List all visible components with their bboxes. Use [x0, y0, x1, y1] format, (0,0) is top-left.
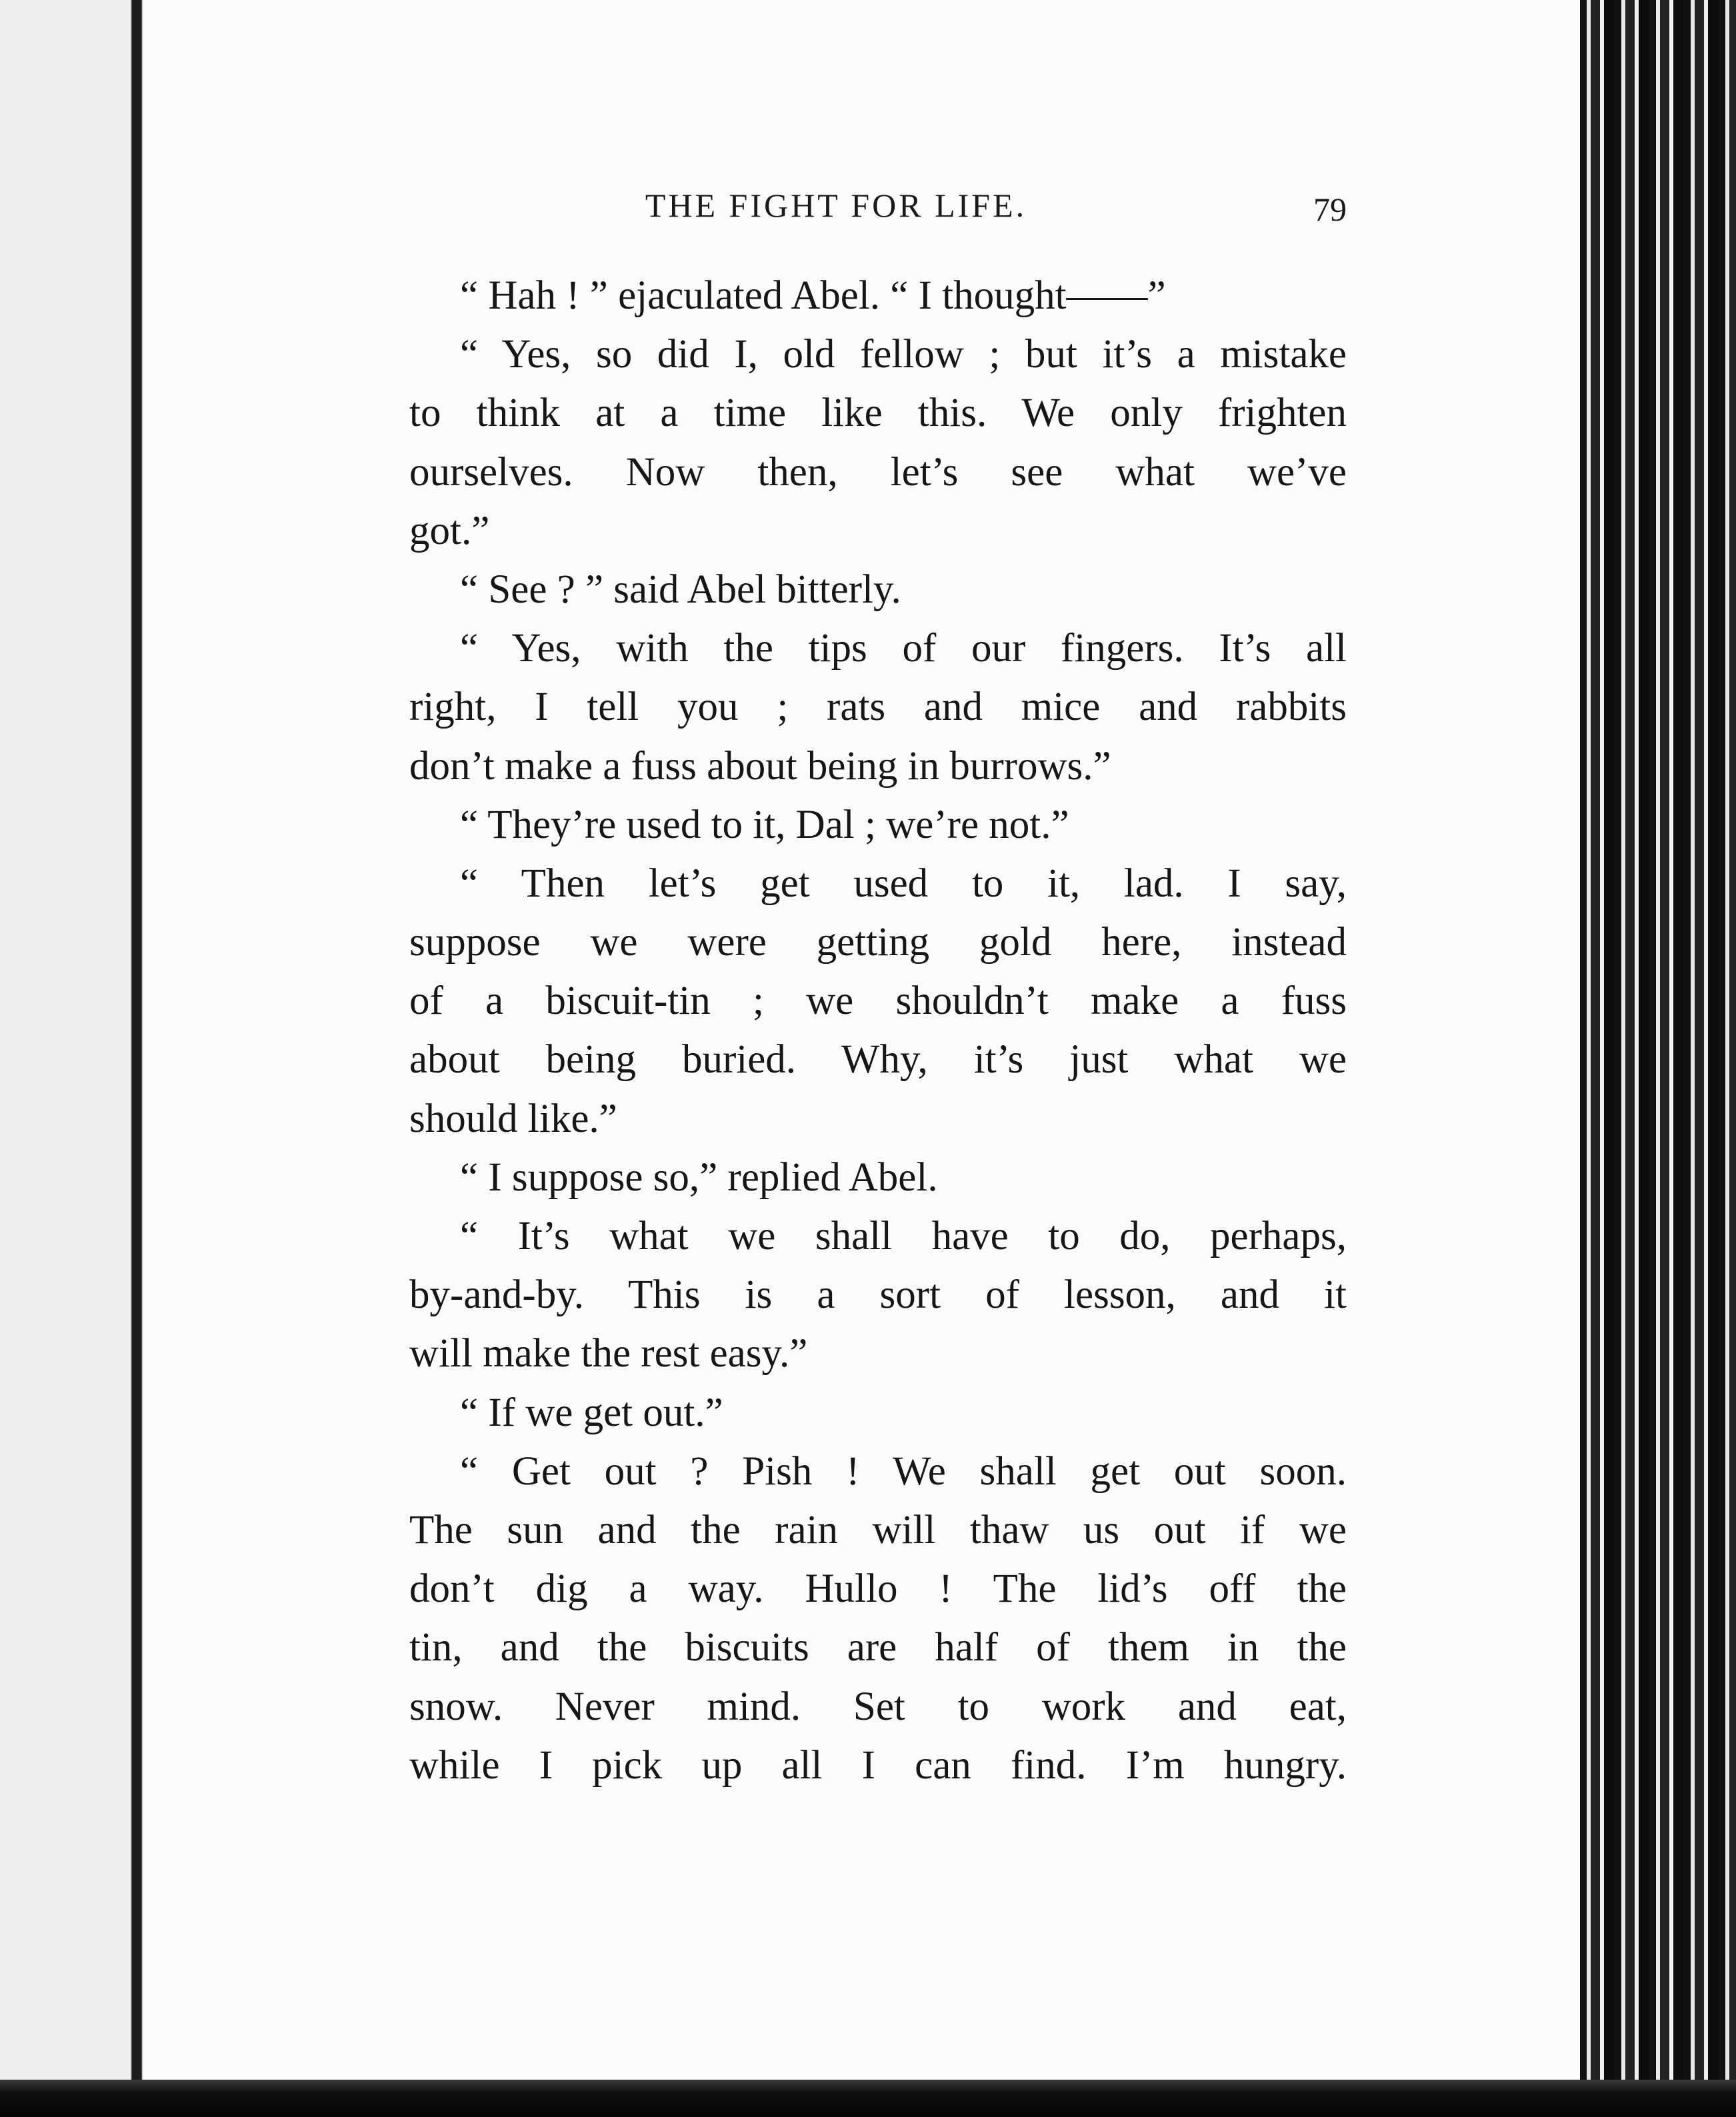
- text-line: “ If we get out.”: [460, 1390, 723, 1435]
- text-line: by-and-by. This is a sort of lesson, and it: [409, 1272, 1347, 1318]
- text-line: don’t dig a way. Hullo ! The lid’s off the: [409, 1566, 1347, 1612]
- text-line: about being buried. Why, it’s just what we: [409, 1037, 1347, 1082]
- text-line: tin, and the biscuits are half of them in the: [409, 1625, 1347, 1670]
- page-number: 79: [1313, 191, 1347, 228]
- book-binding-left: [0, 0, 143, 2117]
- running-head: [409, 185, 1347, 228]
- text-line: of a biscuit-tin ; we shouldn’t make a fuss: [409, 979, 1347, 1024]
- text-line: “ I suppose so,” replied Abel.: [460, 1154, 938, 1200]
- body-text: [409, 267, 1347, 1795]
- text-line: got.”: [409, 508, 490, 553]
- text-line: should like.”: [409, 1096, 617, 1141]
- scanner-bottom-edge: [0, 2080, 1736, 2117]
- text-line: “ Then let’s get used to it, lad. I say,: [460, 861, 1347, 906]
- running-title: THE FIGHT FOR LIFE.: [645, 187, 1027, 224]
- text-line: “ See ? ” said Abel bitterly.: [460, 567, 901, 612]
- text-line: “ They’re used to it, Dal ; we’re not.”: [460, 802, 1069, 847]
- text-line: “ Yes, with the tips of our fingers. It’s all: [460, 626, 1347, 671]
- text-line: suppose we were getting gold here, instead: [409, 920, 1347, 965]
- text-line: while I pick up all I can find. I’m hungry.: [409, 1742, 1347, 1788]
- text-line: don’t make a fuss about being in burrows.”: [409, 743, 1111, 789]
- text-line: right, I tell you ; rats and mice and rabbits: [409, 685, 1347, 730]
- text-line: “ Yes, so did I, old fellow ; but it’s a mistake: [460, 332, 1347, 377]
- book-page-edges-right: [1580, 0, 1736, 2117]
- text-line: The sun and the rain will thaw us out if we: [409, 1507, 1347, 1552]
- text-line: will make the rest easy.”: [409, 1331, 808, 1376]
- text-line: “ Hah ! ” ejaculated Abel. “ I thought——”: [460, 273, 1166, 318]
- text-line: “ Get out ? Pish ! We shall get out soon.: [460, 1448, 1347, 1494]
- text-line: to think at a time like this. We only frighten: [409, 391, 1347, 436]
- text-line: “ It’s what we shall have to do, perhaps,: [460, 1214, 1347, 1258]
- text-line: ourselves. Now then, let’s see what we’ve: [409, 449, 1347, 495]
- text-line: snow. Never mind. Set to work and eat,: [409, 1684, 1347, 1729]
